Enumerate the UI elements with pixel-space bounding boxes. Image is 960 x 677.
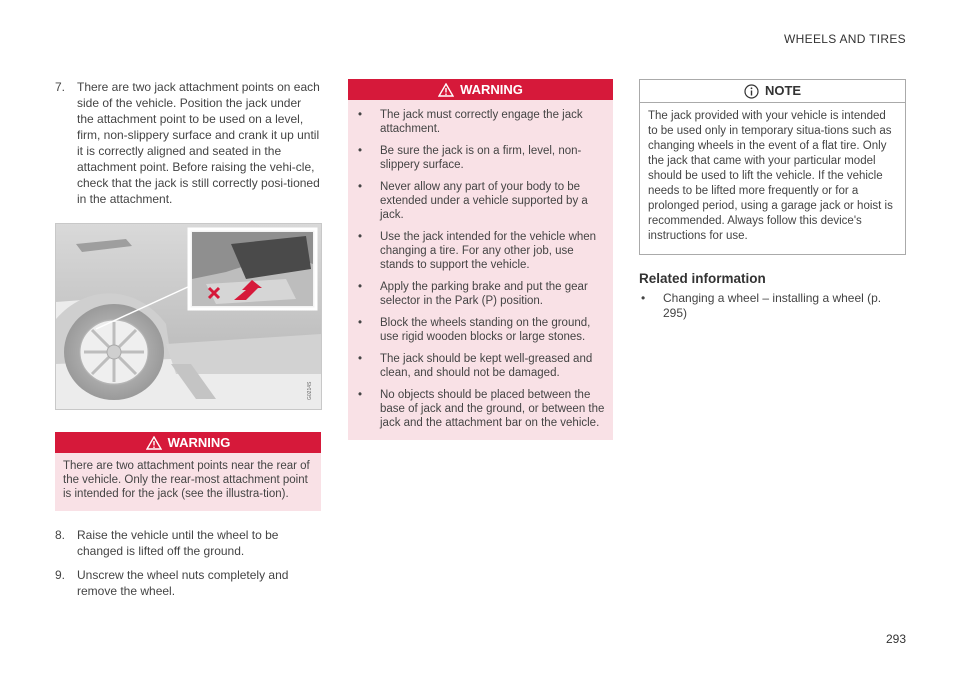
related-information-heading: Related information bbox=[639, 271, 766, 286]
note-header bbox=[640, 80, 905, 103]
warning-list bbox=[348, 100, 613, 440]
warning-item: • The jack should be kept well-greased and clean, and should not be damaged. bbox=[358, 353, 593, 379]
warning-item: • Apply the parking brake and put the gear selector in the Park (P) position. bbox=[358, 281, 588, 307]
step-number: 7. bbox=[55, 80, 66, 94]
warning-item: • The jack must correctly engage the jack attachment. bbox=[358, 109, 583, 135]
step-text: There are two jack attachment points on each side of the vehicle. Position the jack under the attachment point to be used on a level, firm, non-slippery surface and crank it up until it is correctly aligned and seated in the attachment point. Before raising the vehi-cle, check that the jack is still correctly posi-tioned in the attachment. bbox=[77, 80, 320, 206]
warning-title: WARNING bbox=[460, 81, 523, 97]
page-number: 293 bbox=[885, 632, 906, 646]
warning-item: • Be sure the jack is on a firm, level, non-slippery surface. bbox=[358, 145, 582, 171]
step-9 bbox=[55, 567, 321, 599]
related-list bbox=[639, 291, 906, 321]
warning-item: • Block the wheels standing on the ground, use rigid wooden blocks or large stones. bbox=[358, 317, 591, 343]
info-icon bbox=[744, 84, 759, 99]
warning-item: • No objects should be placed between the base of jack and the ground, or between the jack and the attachment bar on the vehicle. bbox=[358, 389, 605, 429]
warning-item: • Use the jack intended for the vehicle when changing a tire. For any other job, use stands to support the vehicle. bbox=[358, 231, 597, 271]
jack-attachment-illustration bbox=[55, 223, 322, 410]
warning-item: • Never allow any part of your body to be extended under a vehicle supported by a jack. bbox=[358, 181, 588, 221]
warning-box bbox=[348, 79, 613, 440]
step-number: 9. bbox=[55, 568, 66, 582]
step-number: 8. bbox=[55, 528, 66, 542]
step-7 bbox=[55, 79, 321, 207]
note-title: NOTE bbox=[764, 83, 802, 98]
warning-text: There are two attachment points near the rear of the vehicle. Only the rear-most attachment point is intended for the jack (see the illustra-tion). bbox=[63, 460, 310, 500]
car-rear-illustration bbox=[56, 224, 321, 409]
middle-column bbox=[348, 79, 613, 440]
warning-box bbox=[55, 432, 321, 511]
note-text: The jack provided with your vehicle is intended to be used only in temporary situa-tions such as changing wheels in the event of a flat tire. Only the jack that came with your particular model should be used to lift the vehicle. If the vehicle needs to be lifted more frequently or for a prolonged period, using a garage jack or hoist is recommended. Always follow this device's instructions for use. bbox=[648, 110, 893, 242]
warning-triangle-icon bbox=[438, 83, 454, 97]
warning-header bbox=[55, 432, 321, 453]
warning-header bbox=[348, 79, 613, 100]
right-column bbox=[639, 79, 906, 321]
section-header: WHEELS AND TIRES bbox=[784, 32, 906, 46]
left-column bbox=[55, 79, 321, 599]
warning-title: WARNING bbox=[167, 434, 231, 450]
related-link[interactable]: • Changing a wheel – installing a wheel (p. 295) bbox=[641, 291, 882, 320]
step-8 bbox=[55, 527, 321, 559]
warning-triangle-icon bbox=[146, 436, 162, 450]
figure-code: G0214S bbox=[307, 381, 313, 400]
note-box bbox=[639, 79, 906, 255]
step-text: Unscrew the wheel nuts completely and remove the wheel. bbox=[77, 568, 289, 598]
step-text: Raise the vehicle until the wheel to be changed is lifted off the ground. bbox=[77, 528, 279, 558]
